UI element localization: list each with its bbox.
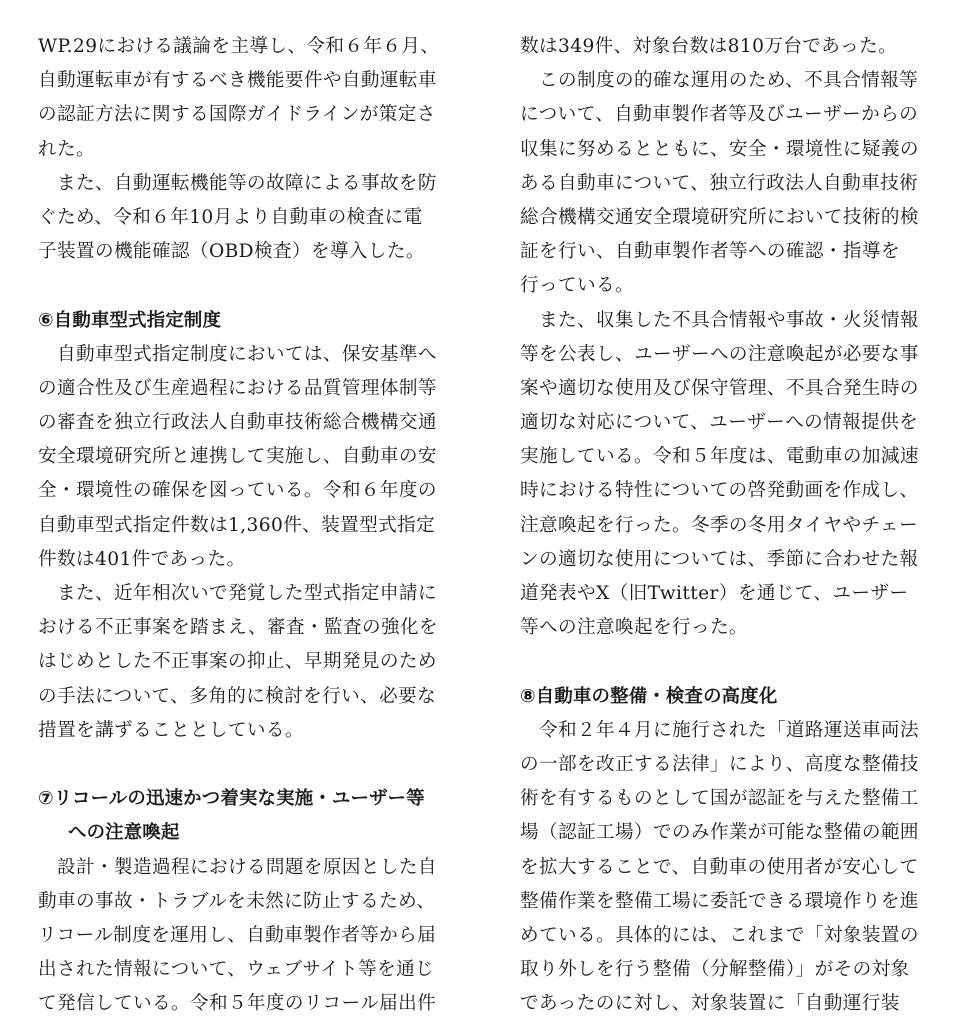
text-line: 適切な対応について、ユーザーへの情報提供を [520, 412, 919, 434]
text-line: 措置を講ずることとしている。 [38, 719, 304, 741]
text-line: て発信している。令和５年度のリコール届出件 [38, 993, 437, 1015]
text-line: の一部を改正する法律」により、高度な整備技 [520, 753, 919, 775]
text-line: 案や適切な使用及び保守管理、不具合発生時の [520, 377, 919, 399]
text-line: また、近年相次いで発覚した型式指定申請に [38, 583, 437, 604]
text-line: を拡大することで、自動車の使用者が安心して [520, 856, 919, 878]
spacer [38, 748, 466, 782]
text-line: リコール制度を運用し、自動車製作者等から届 [38, 924, 437, 946]
text-line: 件数は401件であった。 [38, 548, 246, 570]
text-line: おける不正事案を踏まえ、審査・監査の強化を [38, 617, 438, 639]
text-line: 令和２年４月に施行された「道路運送車両法 [520, 719, 919, 741]
text-line: 場（認証工場）でのみ作業が可能な整備の範囲 [520, 822, 919, 844]
text-line: はじめとした不正事案の抑止、早期発見のため [38, 651, 437, 673]
text-line: また、自動運転機能等の故障による事故を防 [38, 172, 437, 194]
text-line: の認証方法に関する国際ガイドラインが策定さ [38, 104, 436, 126]
text-line: の適合性及び生産過程における品質管理体制等 [38, 377, 437, 399]
text-line: 等を公表し、ユーザーへの注意喚起が必要な事 [520, 343, 919, 365]
intro-paragraph [38, 30, 466, 269]
section-6-heading: ⑥自動車型式指定制度 [38, 309, 222, 331]
spacer [520, 645, 948, 679]
text-line: また、収集した不具合情報や事故・火災情報 [520, 309, 919, 331]
text-line: 証を行い、自動車製作者等への確認・指導を [520, 241, 900, 263]
text-line: 時における特性についての啓発動画を作成し、 [520, 480, 919, 502]
right-column [520, 30, 948, 1021]
section-7-continued [520, 30, 948, 645]
text-line: 注意喚起を行った。冬季の冬用タイヤやチェー [520, 514, 918, 536]
text-line: 整備作業を整備工場に委託できる環境作りを進 [520, 890, 919, 912]
text-line: 収集に努めるとともに、安全・環境性に疑義の [520, 138, 919, 160]
text-line: ある自動車について、独立行政法人自動車技術 [520, 172, 919, 194]
text-line: 道発表やX（旧Twitter）を通じて、ユーザー [520, 583, 909, 604]
text-line: 行っている。 [520, 275, 634, 297]
text-line: れた。 [38, 138, 95, 160]
text-line: この制度の的確な運用のため、不具合情報等 [520, 70, 919, 92]
text-line: であったのに対し、対象装置に「自動運行装 [520, 993, 900, 1015]
text-line: について、自動車製作者等及びユーザーからの [520, 104, 919, 126]
text-line: 子装置の機能確認（OBD検査）を導入した。 [38, 241, 425, 263]
text-line: 動車の事故・トラブルを未然に防止するため、 [38, 890, 436, 912]
text-line: 実施している。令和５年度は、電動車の加減速 [520, 446, 919, 468]
text-line: ンの適切な使用については、季節に合わせた報 [520, 548, 919, 570]
text-line: WP.29における議論を主導し、令和６年６月、 [38, 36, 440, 57]
section-8 [520, 680, 948, 1022]
text-line: 自動車型式指定件数は1,360件、装置型式指定 [38, 514, 436, 536]
text-line: 取り外しを行う整備（分解整備）」がその対象 [520, 959, 910, 981]
text-line: 総合機構交通安全環境研究所において技術的検 [520, 206, 919, 228]
section-7 [38, 782, 466, 1021]
text-line: めている。具体的には、これまで「対象装置の [520, 924, 919, 946]
text-line: 術を有するものとして国が認証を与えた整備工 [520, 788, 919, 810]
text-line: 全・環境性の確保を図っている。令和６年度の [38, 480, 437, 502]
text-line: 安全環境研究所と連携して実施し、自動車の安 [38, 446, 437, 468]
section-7-heading: ⑦リコールの迅速かつ着実な実施・ユーザー等 [38, 788, 425, 810]
text-line: 自動運転車が有するべき機能要件や自動運転車 [38, 70, 437, 92]
section-7-heading-continued: への注意喚起 [68, 822, 180, 844]
section-8-heading: ⑧自動車の整備・検査の高度化 [520, 685, 778, 707]
text-line: 等への注意喚起を行った。 [520, 617, 748, 639]
text-line: の審査を独立行政法人自動車技術総合機構交通 [38, 412, 437, 434]
section-6 [38, 304, 466, 748]
left-column [38, 30, 466, 1021]
text-line: ぐため、令和６年10月より自動車の検査に電 [38, 206, 423, 228]
spacer [38, 269, 466, 303]
text-line: の手法について、多角的に検討を行い、必要な [38, 685, 437, 707]
text-line: 出された情報について、ウェブサイト等を通じ [38, 959, 435, 981]
text-line: 数は349件、対象台数は810万台であった。 [520, 36, 898, 57]
text-line: 自動車型式指定制度においては、保安基準へ [38, 343, 437, 365]
text-line: 設計・製造過程における問題を原因とした自 [38, 856, 437, 878]
